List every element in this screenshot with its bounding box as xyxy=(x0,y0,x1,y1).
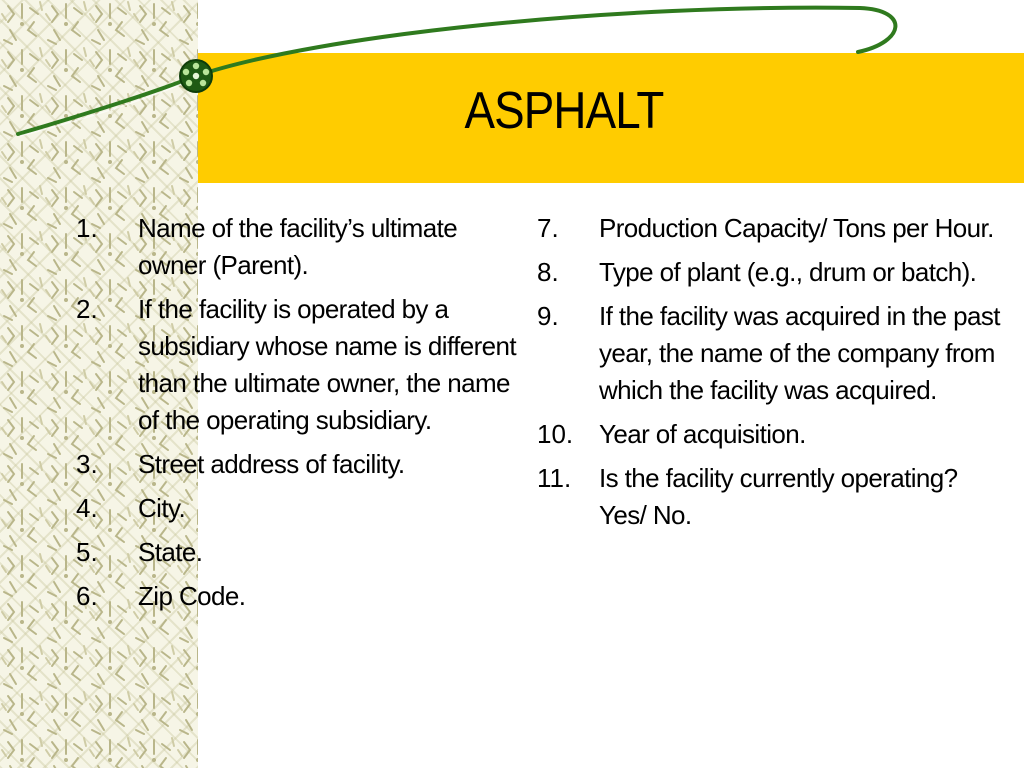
list-item xyxy=(537,254,1007,291)
right-list xyxy=(537,210,1007,541)
item-text: Street address of facility. xyxy=(138,449,405,479)
list-item xyxy=(76,490,516,527)
list-item xyxy=(537,416,1007,453)
item-text: Year of acquisition. xyxy=(599,419,806,449)
green-dotted-orb-icon xyxy=(179,59,213,93)
item-number: 10. xyxy=(537,419,574,449)
item-number: 7. xyxy=(537,213,559,243)
item-text: If the facility is operated by a subsidiary whose name is different than the ultimate owner, the name of the operating subsidiary. xyxy=(138,294,516,435)
item-text: Type of plant (e.g., drum or batch). xyxy=(599,257,977,287)
item-text: If the facility was acquired in the past year, the name of the company from which the facility was acquired. xyxy=(599,301,1000,405)
item-number: 3. xyxy=(76,449,98,479)
item-text: Zip Code. xyxy=(138,581,246,611)
slide-title: ASPHALT xyxy=(464,82,664,140)
list-item xyxy=(76,534,516,571)
item-text: Production Capacity/ Tons per Hour. xyxy=(599,213,994,243)
item-number: 4. xyxy=(76,493,98,523)
list-item xyxy=(76,578,516,615)
left-list xyxy=(76,210,516,622)
list-item xyxy=(537,298,1007,409)
item-text: State. xyxy=(138,537,203,567)
item-number: 2. xyxy=(76,294,98,324)
list-item xyxy=(76,291,516,439)
item-text: Name of the facility’s ultimate owner (Parent). xyxy=(138,213,458,280)
item-number: 8. xyxy=(537,257,559,287)
item-number: 9. xyxy=(537,301,559,331)
item-number: 6. xyxy=(76,581,98,611)
item-text: City. xyxy=(138,493,186,523)
list-item xyxy=(76,210,516,284)
list-item xyxy=(537,210,1007,247)
item-text: Is the facility currently operating? Yes/ No. xyxy=(599,463,958,530)
item-number: 1. xyxy=(76,213,98,243)
item-number: 11. xyxy=(537,463,572,493)
list-item xyxy=(537,460,1007,534)
item-number: 5. xyxy=(76,537,98,567)
list-item xyxy=(76,446,516,483)
